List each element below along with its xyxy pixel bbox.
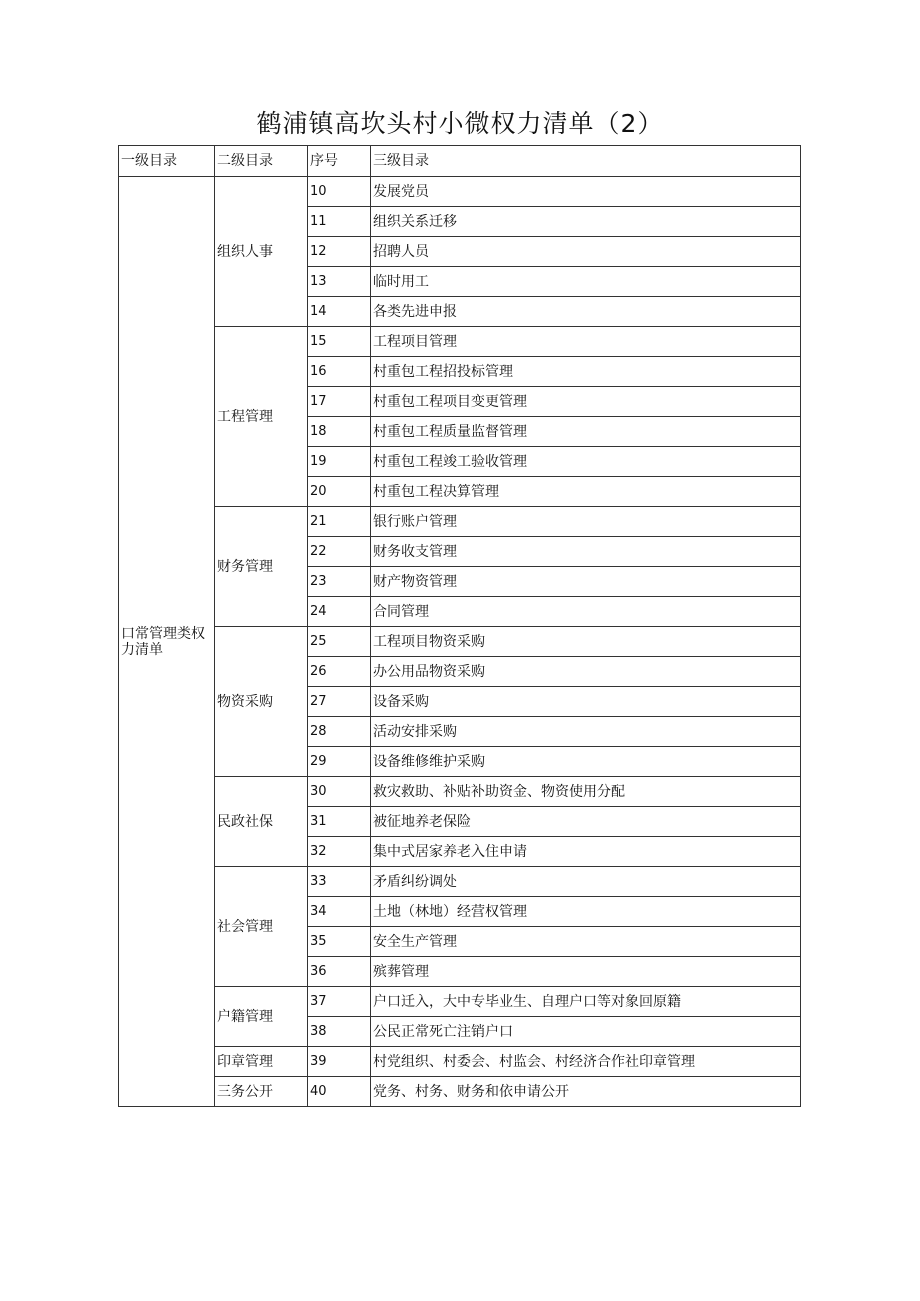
item-text: 工程项目管理 <box>371 327 801 357</box>
item-text: 办公用品物资采购 <box>371 657 801 687</box>
item-number: 14 <box>308 297 371 327</box>
table-body <box>119 177 801 1107</box>
item-text: 设备维修维护采购 <box>371 747 801 777</box>
table-row <box>119 777 801 807</box>
level1-cell: 口常管理类权力清单 <box>119 177 215 1107</box>
item-number: 16 <box>308 357 371 387</box>
item-text: 临时用工 <box>371 267 801 297</box>
item-text: 发展党员 <box>371 177 801 207</box>
item-number: 31 <box>308 807 371 837</box>
item-text: 党务、村务、财务和依申请公开 <box>371 1077 801 1107</box>
item-number: 33 <box>308 867 371 897</box>
item-number: 29 <box>308 747 371 777</box>
item-text: 村党组织、村委会、村监会、村经济合作社印章管理 <box>371 1047 801 1077</box>
item-number: 38 <box>308 1017 371 1047</box>
item-number: 19 <box>308 447 371 477</box>
item-text: 公民正常死亡注销户口 <box>371 1017 801 1047</box>
header-level2: 二级目录 <box>215 146 308 177</box>
level2-cell: 户籍管理 <box>215 987 308 1047</box>
item-text: 村重包工程质量监督管理 <box>371 417 801 447</box>
item-text: 活动安排采购 <box>371 717 801 747</box>
item-text: 集中式居家养老入住申请 <box>371 837 801 867</box>
level2-cell: 工程管理 <box>215 327 308 507</box>
item-number: 12 <box>308 237 371 267</box>
item-number: 27 <box>308 687 371 717</box>
header-row <box>119 146 801 177</box>
level2-cell: 三务公开 <box>215 1077 308 1107</box>
item-text: 矛盾纠纷调处 <box>371 867 801 897</box>
item-text: 土地（林地）经营权管理 <box>371 897 801 927</box>
item-number: 37 <box>308 987 371 1017</box>
level2-cell: 物资采购 <box>215 627 308 777</box>
level2-cell: 财务管理 <box>215 507 308 627</box>
item-text: 村重包工程竣工验收管理 <box>371 447 801 477</box>
item-text: 各类先进申报 <box>371 297 801 327</box>
header-level1: 一级目录 <box>119 146 215 177</box>
item-text: 财产物资管理 <box>371 567 801 597</box>
table-row <box>119 327 801 357</box>
item-number: 23 <box>308 567 371 597</box>
item-number: 30 <box>308 777 371 807</box>
header-number: 序号 <box>308 146 371 177</box>
item-number: 32 <box>308 837 371 867</box>
item-number: 34 <box>308 897 371 927</box>
item-text: 合同管理 <box>371 597 801 627</box>
header-level3: 三级目录 <box>371 146 801 177</box>
item-number: 15 <box>308 327 371 357</box>
page-title: 鹤浦镇高坎头村小微权力清单（2） <box>256 109 664 138</box>
item-text: 被征地养老保险 <box>371 807 801 837</box>
item-text: 工程项目物资采购 <box>371 627 801 657</box>
item-text: 村重包工程决算管理 <box>371 477 801 507</box>
item-number: 28 <box>308 717 371 747</box>
table-row <box>119 627 801 657</box>
item-number: 17 <box>308 387 371 417</box>
table-row <box>119 177 801 207</box>
item-number: 25 <box>308 627 371 657</box>
item-text: 财务收支管理 <box>371 537 801 567</box>
item-text: 组织关系迁移 <box>371 207 801 237</box>
table-row <box>119 987 801 1017</box>
item-text: 银行账户管理 <box>371 507 801 537</box>
item-text: 设备采购 <box>371 687 801 717</box>
item-number: 18 <box>308 417 371 447</box>
table-row <box>119 1047 801 1077</box>
item-number: 22 <box>308 537 371 567</box>
item-number: 39 <box>308 1047 371 1077</box>
item-number: 20 <box>308 477 371 507</box>
table-row <box>119 1077 801 1107</box>
item-number: 10 <box>308 177 371 207</box>
item-text: 殡葬管理 <box>371 957 801 987</box>
item-text: 村重包工程招投标管理 <box>371 357 801 387</box>
item-number: 40 <box>308 1077 371 1107</box>
level2-cell: 组织人事 <box>215 177 308 327</box>
item-text: 户口迁入，大中专毕业生、自理户口等对象回原籍 <box>371 987 801 1017</box>
item-number: 24 <box>308 597 371 627</box>
item-number: 21 <box>308 507 371 537</box>
item-text: 救灾救助、补贴补助资金、物资使用分配 <box>371 777 801 807</box>
item-number: 35 <box>308 927 371 957</box>
item-number: 11 <box>308 207 371 237</box>
item-text: 安全生产管理 <box>371 927 801 957</box>
item-number: 26 <box>308 657 371 687</box>
item-number: 13 <box>308 267 371 297</box>
level2-cell: 社会管理 <box>215 867 308 987</box>
item-text: 招聘人员 <box>371 237 801 267</box>
power-list-table <box>118 145 801 1107</box>
level2-cell: 印章管理 <box>215 1047 308 1077</box>
item-number: 36 <box>308 957 371 987</box>
item-text: 村重包工程项目变更管理 <box>371 387 801 417</box>
table-row <box>119 867 801 897</box>
level2-cell: 民政社保 <box>215 777 308 867</box>
table-row <box>119 507 801 537</box>
